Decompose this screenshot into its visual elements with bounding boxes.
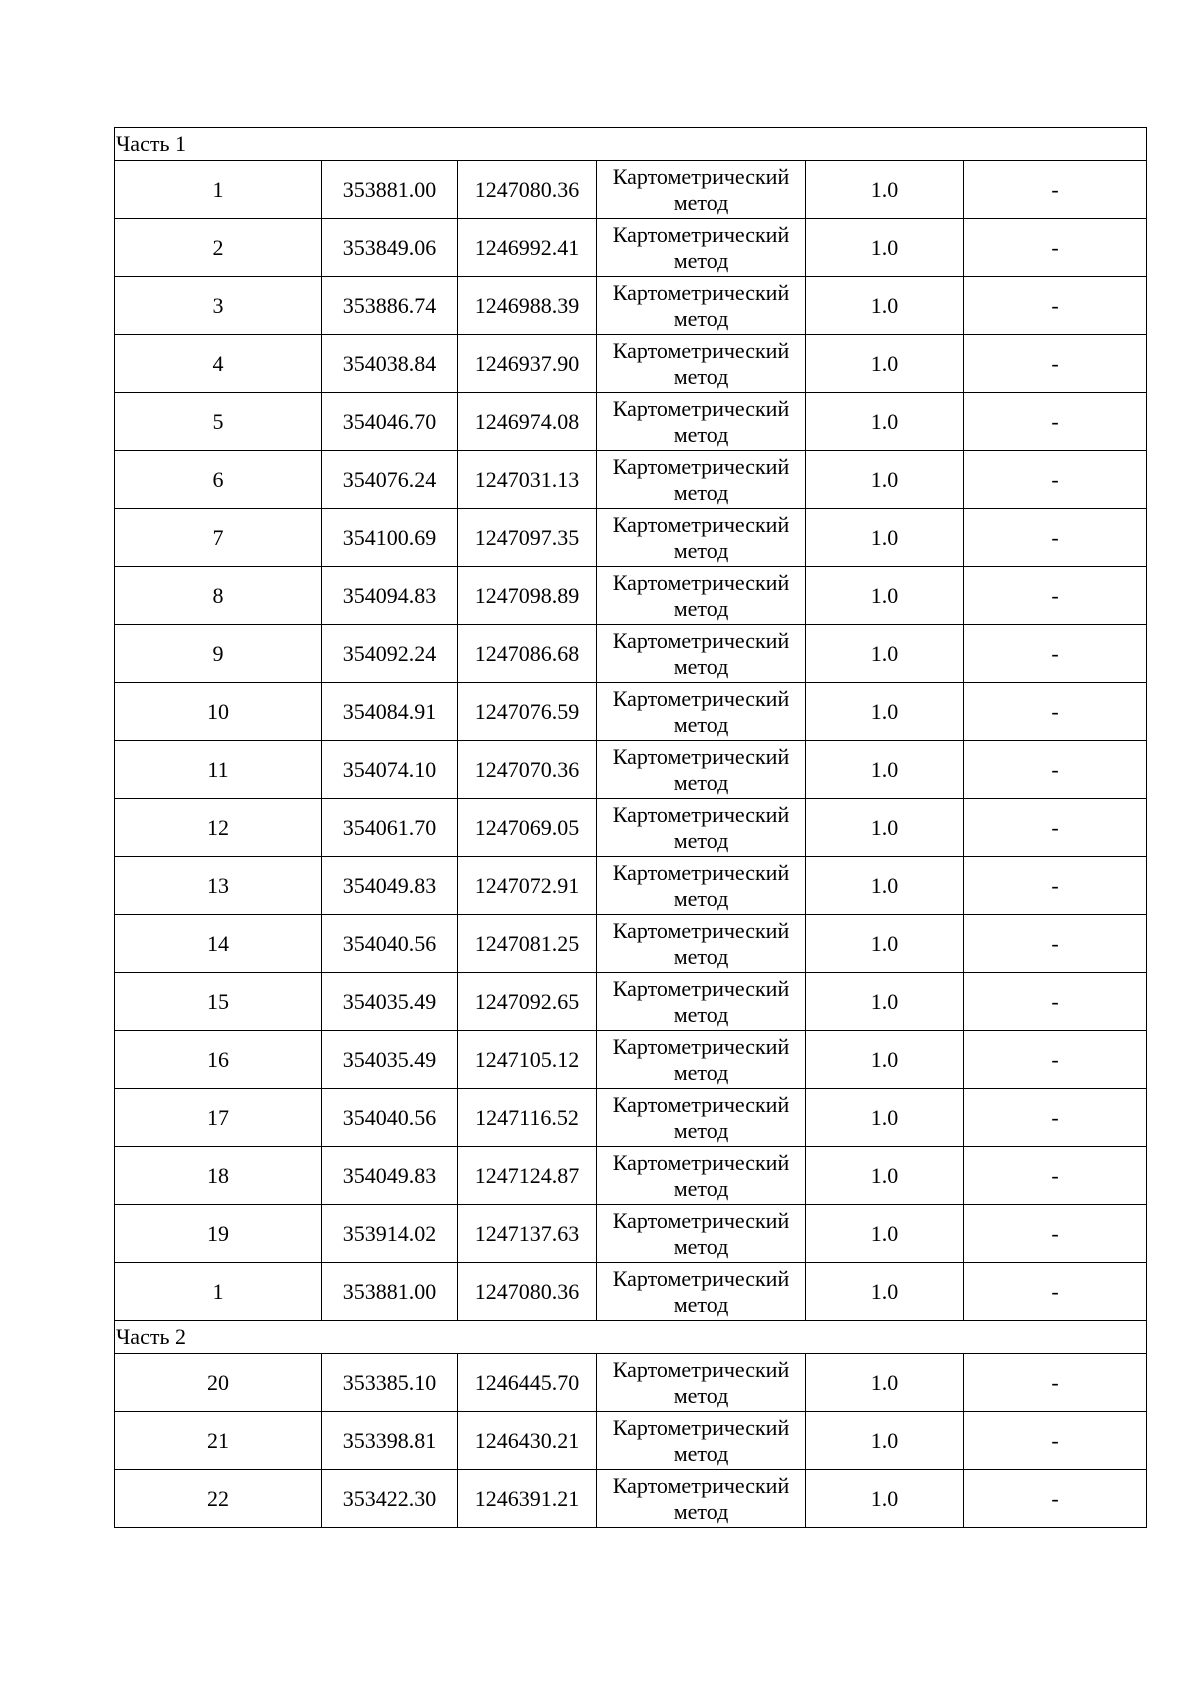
table-row bbox=[115, 741, 1147, 799]
accuracy-cell: 1.0 bbox=[806, 161, 964, 219]
accuracy-cell: 1.0 bbox=[806, 1470, 964, 1528]
method-text-line: метод bbox=[673, 1382, 729, 1408]
accuracy-cell: 1.0 bbox=[806, 1147, 964, 1205]
method-text-line: метод bbox=[673, 537, 729, 563]
method-cell bbox=[597, 1470, 806, 1528]
table-row bbox=[115, 625, 1147, 683]
note-cell: - bbox=[964, 973, 1147, 1031]
accuracy-cell: 1.0 bbox=[806, 683, 964, 741]
y-coordinate-cell: 1247070.36 bbox=[458, 741, 597, 799]
x-coordinate-cell: 354049.83 bbox=[322, 1147, 458, 1205]
accuracy-cell: 1.0 bbox=[806, 509, 964, 567]
method-text-line: Картометрический bbox=[612, 337, 790, 363]
table-row bbox=[115, 1412, 1147, 1470]
accuracy-cell: 1.0 bbox=[806, 1031, 964, 1089]
table-row bbox=[115, 393, 1147, 451]
method-text-line: Картометрический bbox=[612, 801, 790, 827]
method-cell bbox=[597, 277, 806, 335]
y-coordinate-cell: 1247097.35 bbox=[458, 509, 597, 567]
note-cell: - bbox=[964, 161, 1147, 219]
method-cell bbox=[597, 1147, 806, 1205]
accuracy-cell: 1.0 bbox=[806, 451, 964, 509]
y-coordinate-cell: 1247069.05 bbox=[458, 799, 597, 857]
method-text-line: метод bbox=[673, 1175, 729, 1201]
method-text-line: метод bbox=[673, 247, 729, 273]
point-number-cell: 8 bbox=[115, 567, 322, 625]
note-cell: - bbox=[964, 335, 1147, 393]
table-row bbox=[115, 451, 1147, 509]
table-row bbox=[115, 161, 1147, 219]
y-coordinate-cell: 1247076.59 bbox=[458, 683, 597, 741]
accuracy-cell: 1.0 bbox=[806, 973, 964, 1031]
accuracy-cell: 1.0 bbox=[806, 219, 964, 277]
y-coordinate-cell: 1247086.68 bbox=[458, 625, 597, 683]
note-cell: - bbox=[964, 1412, 1147, 1470]
table-row bbox=[115, 1089, 1147, 1147]
method-cell bbox=[597, 1205, 806, 1263]
y-coordinate-cell: 1246988.39 bbox=[458, 277, 597, 335]
x-coordinate-cell: 354035.49 bbox=[322, 973, 458, 1031]
note-cell: - bbox=[964, 1147, 1147, 1205]
accuracy-cell: 1.0 bbox=[806, 1205, 964, 1263]
note-cell: - bbox=[964, 799, 1147, 857]
coordinates-table bbox=[114, 127, 1147, 1528]
method-text-line: метод bbox=[673, 885, 729, 911]
method-cell bbox=[597, 1089, 806, 1147]
point-number-cell: 14 bbox=[115, 915, 322, 973]
x-coordinate-cell: 353849.06 bbox=[322, 219, 458, 277]
note-cell: - bbox=[964, 219, 1147, 277]
y-coordinate-cell: 1247092.65 bbox=[458, 973, 597, 1031]
y-coordinate-cell: 1246445.70 bbox=[458, 1354, 597, 1412]
method-text-line: Картометрический bbox=[612, 1091, 790, 1117]
method-cell bbox=[597, 1354, 806, 1412]
y-coordinate-cell: 1247098.89 bbox=[458, 567, 597, 625]
note-cell: - bbox=[964, 1089, 1147, 1147]
note-cell: - bbox=[964, 683, 1147, 741]
accuracy-cell: 1.0 bbox=[806, 799, 964, 857]
y-coordinate-cell: 1246937.90 bbox=[458, 335, 597, 393]
note-cell: - bbox=[964, 277, 1147, 335]
accuracy-cell: 1.0 bbox=[806, 277, 964, 335]
method-text-line: метод bbox=[673, 769, 729, 795]
section-header-row bbox=[115, 128, 1147, 161]
y-coordinate-cell: 1247081.25 bbox=[458, 915, 597, 973]
method-cell bbox=[597, 799, 806, 857]
point-number-cell: 7 bbox=[115, 509, 322, 567]
method-text-line: Картометрический bbox=[612, 569, 790, 595]
x-coordinate-cell: 354094.83 bbox=[322, 567, 458, 625]
point-number-cell: 18 bbox=[115, 1147, 322, 1205]
y-coordinate-cell: 1247124.87 bbox=[458, 1147, 597, 1205]
method-text-line: метод bbox=[673, 827, 729, 853]
y-coordinate-cell: 1247072.91 bbox=[458, 857, 597, 915]
method-text-line: Картометрический bbox=[612, 395, 790, 421]
note-cell: - bbox=[964, 509, 1147, 567]
x-coordinate-cell: 354100.69 bbox=[322, 509, 458, 567]
x-coordinate-cell: 354092.24 bbox=[322, 625, 458, 683]
method-text-line: Картометрический bbox=[612, 511, 790, 537]
method-text-line: Картометрический bbox=[612, 627, 790, 653]
method-text-line: Картометрический bbox=[612, 859, 790, 885]
method-text-line: Картометрический bbox=[612, 1414, 790, 1440]
x-coordinate-cell: 353881.00 bbox=[322, 161, 458, 219]
note-cell: - bbox=[964, 1470, 1147, 1528]
table-row bbox=[115, 1263, 1147, 1321]
note-cell: - bbox=[964, 1263, 1147, 1321]
table-row bbox=[115, 509, 1147, 567]
note-cell: - bbox=[964, 1031, 1147, 1089]
x-coordinate-cell: 353886.74 bbox=[322, 277, 458, 335]
note-cell: - bbox=[964, 857, 1147, 915]
y-coordinate-cell: 1247080.36 bbox=[458, 1263, 597, 1321]
x-coordinate-cell: 354046.70 bbox=[322, 393, 458, 451]
x-coordinate-cell: 354084.91 bbox=[322, 683, 458, 741]
method-text-line: Картометрический bbox=[612, 975, 790, 1001]
method-cell bbox=[597, 451, 806, 509]
point-number-cell: 15 bbox=[115, 973, 322, 1031]
method-text-line: Картометрический bbox=[612, 1356, 790, 1382]
note-cell: - bbox=[964, 915, 1147, 973]
accuracy-cell: 1.0 bbox=[806, 915, 964, 973]
point-number-cell: 12 bbox=[115, 799, 322, 857]
method-text-line: Картометрический bbox=[612, 1149, 790, 1175]
table-row bbox=[115, 567, 1147, 625]
method-cell bbox=[597, 567, 806, 625]
method-cell bbox=[597, 625, 806, 683]
x-coordinate-cell: 353385.10 bbox=[322, 1354, 458, 1412]
method-text-line: Картометрический bbox=[612, 279, 790, 305]
section-title: Часть 1 bbox=[115, 128, 1147, 161]
table-row bbox=[115, 857, 1147, 915]
y-coordinate-cell: 1246974.08 bbox=[458, 393, 597, 451]
accuracy-cell: 1.0 bbox=[806, 1354, 964, 1412]
point-number-cell: 5 bbox=[115, 393, 322, 451]
method-text-line: метод bbox=[673, 1059, 729, 1085]
point-number-cell: 1 bbox=[115, 1263, 322, 1321]
coordinates-table-body bbox=[115, 128, 1147, 1528]
method-cell bbox=[597, 857, 806, 915]
y-coordinate-cell: 1247116.52 bbox=[458, 1089, 597, 1147]
note-cell: - bbox=[964, 625, 1147, 683]
point-number-cell: 2 bbox=[115, 219, 322, 277]
table-row bbox=[115, 219, 1147, 277]
y-coordinate-cell: 1246992.41 bbox=[458, 219, 597, 277]
table-row bbox=[115, 973, 1147, 1031]
method-cell bbox=[597, 335, 806, 393]
point-number-cell: 6 bbox=[115, 451, 322, 509]
point-number-cell: 20 bbox=[115, 1354, 322, 1412]
method-cell bbox=[597, 1031, 806, 1089]
table-row bbox=[115, 335, 1147, 393]
method-text-line: Картометрический bbox=[612, 1207, 790, 1233]
y-coordinate-cell: 1246391.21 bbox=[458, 1470, 597, 1528]
method-cell bbox=[597, 509, 806, 567]
method-text-line: Картометрический bbox=[612, 1472, 790, 1498]
accuracy-cell: 1.0 bbox=[806, 625, 964, 683]
point-number-cell: 1 bbox=[115, 161, 322, 219]
y-coordinate-cell: 1247105.12 bbox=[458, 1031, 597, 1089]
accuracy-cell: 1.0 bbox=[806, 1089, 964, 1147]
note-cell: - bbox=[964, 741, 1147, 799]
x-coordinate-cell: 354076.24 bbox=[322, 451, 458, 509]
table-row bbox=[115, 683, 1147, 741]
method-text-line: метод bbox=[673, 653, 729, 679]
method-text-line: Картометрический bbox=[612, 453, 790, 479]
accuracy-cell: 1.0 bbox=[806, 857, 964, 915]
table-row bbox=[115, 277, 1147, 335]
point-number-cell: 17 bbox=[115, 1089, 322, 1147]
point-number-cell: 19 bbox=[115, 1205, 322, 1263]
table-row bbox=[115, 1354, 1147, 1412]
note-cell: - bbox=[964, 393, 1147, 451]
method-cell bbox=[597, 161, 806, 219]
x-coordinate-cell: 354074.10 bbox=[322, 741, 458, 799]
method-text-line: метод bbox=[673, 305, 729, 331]
y-coordinate-cell: 1247080.36 bbox=[458, 161, 597, 219]
x-coordinate-cell: 354061.70 bbox=[322, 799, 458, 857]
accuracy-cell: 1.0 bbox=[806, 393, 964, 451]
point-number-cell: 10 bbox=[115, 683, 322, 741]
x-coordinate-cell: 354049.83 bbox=[322, 857, 458, 915]
x-coordinate-cell: 353398.81 bbox=[322, 1412, 458, 1470]
point-number-cell: 9 bbox=[115, 625, 322, 683]
note-cell: - bbox=[964, 1354, 1147, 1412]
method-text-line: метод bbox=[673, 1440, 729, 1466]
method-text-line: метод bbox=[673, 189, 729, 215]
method-text-line: метод bbox=[673, 479, 729, 505]
method-text-line: метод bbox=[673, 363, 729, 389]
method-text-line: Картометрический bbox=[612, 685, 790, 711]
note-cell: - bbox=[964, 1205, 1147, 1263]
x-coordinate-cell: 353914.02 bbox=[322, 1205, 458, 1263]
note-cell: - bbox=[964, 451, 1147, 509]
table-row bbox=[115, 1147, 1147, 1205]
method-text-line: метод bbox=[673, 1001, 729, 1027]
table-row bbox=[115, 1205, 1147, 1263]
method-text-line: метод bbox=[673, 711, 729, 737]
method-text-line: Картометрический bbox=[612, 743, 790, 769]
point-number-cell: 16 bbox=[115, 1031, 322, 1089]
method-cell bbox=[597, 973, 806, 1031]
x-coordinate-cell: 353881.00 bbox=[322, 1263, 458, 1321]
method-text-line: метод bbox=[673, 943, 729, 969]
method-cell bbox=[597, 1412, 806, 1470]
table-row bbox=[115, 1470, 1147, 1528]
method-text-line: Картометрический bbox=[612, 1265, 790, 1291]
method-text-line: Картометрический bbox=[612, 1033, 790, 1059]
point-number-cell: 11 bbox=[115, 741, 322, 799]
y-coordinate-cell: 1247031.13 bbox=[458, 451, 597, 509]
section-header-row bbox=[115, 1321, 1147, 1354]
table-row bbox=[115, 915, 1147, 973]
section-title: Часть 2 bbox=[115, 1321, 1147, 1354]
method-cell bbox=[597, 741, 806, 799]
table-row bbox=[115, 1031, 1147, 1089]
point-number-cell: 22 bbox=[115, 1470, 322, 1528]
accuracy-cell: 1.0 bbox=[806, 1412, 964, 1470]
method-text-line: Картометрический bbox=[612, 221, 790, 247]
method-text-line: Картометрический bbox=[612, 163, 790, 189]
accuracy-cell: 1.0 bbox=[806, 567, 964, 625]
point-number-cell: 4 bbox=[115, 335, 322, 393]
method-text-line: метод bbox=[673, 1233, 729, 1259]
document-page bbox=[114, 127, 1146, 1528]
accuracy-cell: 1.0 bbox=[806, 335, 964, 393]
y-coordinate-cell: 1246430.21 bbox=[458, 1412, 597, 1470]
accuracy-cell: 1.0 bbox=[806, 1263, 964, 1321]
method-cell bbox=[597, 219, 806, 277]
method-cell bbox=[597, 683, 806, 741]
y-coordinate-cell: 1247137.63 bbox=[458, 1205, 597, 1263]
table-row bbox=[115, 799, 1147, 857]
x-coordinate-cell: 354040.56 bbox=[322, 915, 458, 973]
method-text-line: метод bbox=[673, 421, 729, 447]
method-text-line: метод bbox=[673, 1498, 729, 1524]
accuracy-cell: 1.0 bbox=[806, 741, 964, 799]
x-coordinate-cell: 354040.56 bbox=[322, 1089, 458, 1147]
point-number-cell: 3 bbox=[115, 277, 322, 335]
method-text-line: метод bbox=[673, 1291, 729, 1317]
method-cell bbox=[597, 915, 806, 973]
method-cell bbox=[597, 1263, 806, 1321]
x-coordinate-cell: 354035.49 bbox=[322, 1031, 458, 1089]
method-text-line: метод bbox=[673, 1117, 729, 1143]
note-cell: - bbox=[964, 567, 1147, 625]
x-coordinate-cell: 353422.30 bbox=[322, 1470, 458, 1528]
method-text-line: Картометрический bbox=[612, 917, 790, 943]
x-coordinate-cell: 354038.84 bbox=[322, 335, 458, 393]
method-cell bbox=[597, 393, 806, 451]
point-number-cell: 13 bbox=[115, 857, 322, 915]
point-number-cell: 21 bbox=[115, 1412, 322, 1470]
method-text-line: метод bbox=[673, 595, 729, 621]
